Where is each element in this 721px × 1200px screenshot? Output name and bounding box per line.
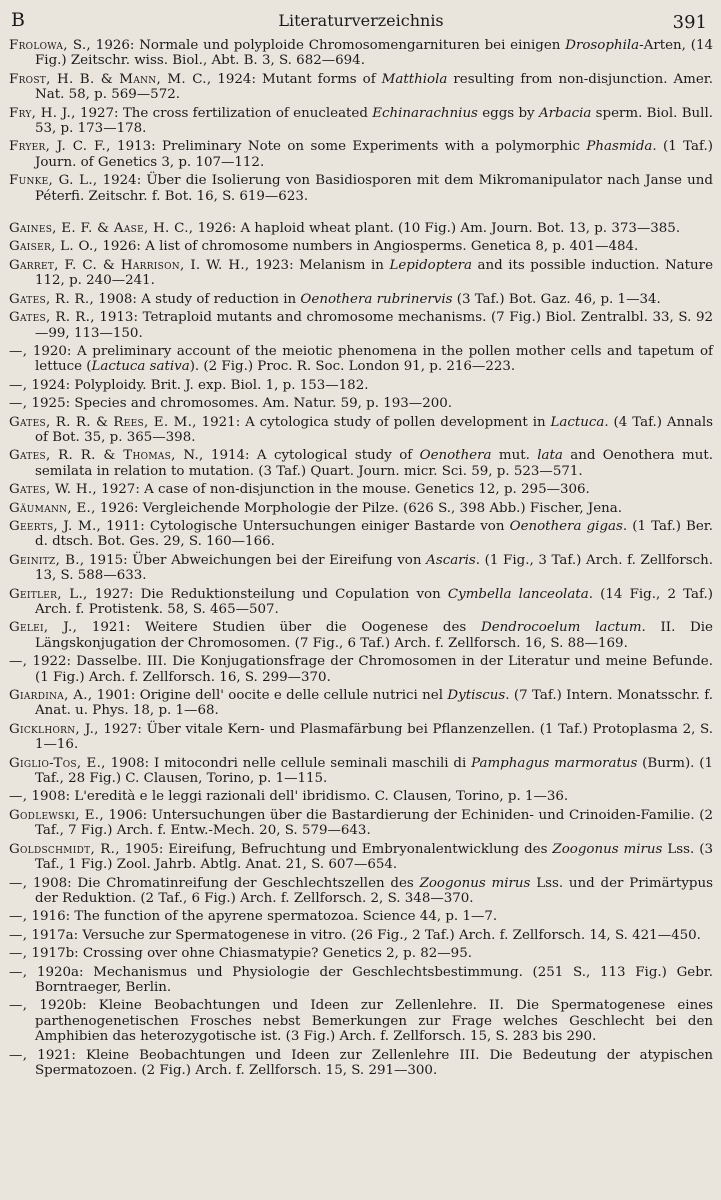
bibliography-entry (9, 722, 713, 753)
bibliography-entry (9, 553, 713, 584)
entry-text: 1920a: Mechanismus und Physiologie der Geschlechtsbestimmung. (251 S., 113 Fig.) Gebr. Borntraeger, Berlin. (27, 964, 713, 995)
entry-author: Gaiser, L. O., (9, 239, 99, 255)
page-number: 391 (672, 12, 707, 33)
entry-author: Gates, R. R., (9, 310, 95, 326)
entry-author: Geitler, L., (9, 586, 88, 602)
entry-italic-text: Drosophila (565, 38, 640, 53)
entry-italic-text: Matthiola (381, 71, 448, 87)
entry-author: —, (9, 396, 28, 412)
entry-text: 1927: A case of non-disjunction in the mouse. Genetics 12, p. 295—306. (96, 482, 590, 498)
entry-text: 1926: Vergleichende Morphologie der Pilze. (626 S., 398 Abb.) Fischer, Jena. (95, 500, 623, 516)
entry-italic-text: Phasmida (586, 139, 653, 155)
entry-text: 1908: I mitocondri nelle cellule seminali maschili di (105, 755, 472, 771)
running-title: Literaturverzeichnis (278, 11, 444, 30)
bibliography-entry (9, 38, 713, 69)
entry-text: 1905: Eireifung, Befruchtung und Embryonalentwicklung des (119, 841, 553, 857)
entry-author: Garret, F. C. & Harrison, I. W. H., (9, 257, 250, 273)
entry-text: resulting from non-disjunction. Amer. Nat. 58, p. 569—572. (35, 71, 713, 103)
bibliography-entry (9, 310, 713, 341)
entry-italic-text: Dytiscus (447, 688, 506, 704)
entry-text: 1926: A list of chromosome numbers in Angiosperms. Genetica 8, p. 401—484. (98, 239, 639, 255)
entry-text: . (1 Taf.) Journ. of Genetics 3, p. 107—112. (35, 139, 713, 170)
entry-italic-text: Pamphagus marmoratus (471, 755, 638, 771)
bibliography-entry (9, 842, 713, 873)
entry-text: 1920: A preliminary account of the meiotic phenomena in the pollen mother cells and tapetum of lettuce ( (27, 343, 713, 375)
bibliography-entry (9, 396, 713, 411)
entry-text: 1917b: Crossing over ohne Chiasmatypie? Genetics 2, p. 82—95. (27, 946, 472, 962)
page-header (9, 0, 713, 38)
bibliography-entry (9, 173, 713, 204)
entry-italic-text: Ascaris (426, 552, 476, 568)
entry-italic-text: Lactuca (550, 414, 605, 430)
bibliography-entry (9, 106, 713, 137)
bibliography-entry (9, 415, 713, 446)
entry-text: mut. (491, 448, 538, 464)
entry-author: Gates, R. R. & Rees, E. M., (9, 414, 197, 430)
entry-italic-text: Dendrocoelum lactum (480, 620, 642, 636)
bibliography-entry (9, 756, 713, 787)
entry-text: 1916: The function of the apyrene spermatozoa. Science 44, p. 1—7. (27, 909, 498, 925)
entry-author: Gates, W. H., (9, 482, 97, 498)
entry-italic-text: Arbacia (538, 105, 592, 121)
entry-text: 1913: Tetraploid mutants and chromosome mechanisms. (7 Fig.) Biol. Zentralbl. 33, S. 92—99, 113—150. (35, 310, 714, 341)
entry-author: Gicklhorn, J., (9, 721, 99, 737)
entry-author: —, (9, 946, 28, 962)
entry-text: . (1 Taf.) Ber. d. dtsch. Bot. Ges. 29, S. 160—166. (35, 518, 713, 550)
entry-italic-text: Oenothera (419, 448, 492, 464)
entry-text: (Burm). (1 Taf., 28 Fig.) C. Clausen, Torino, p. 1—115. (35, 755, 713, 787)
entry-text: 1921: Kleine Beobachtungen und Ideen zur Zellenlehre III. Die Bedeutung der atypischen Spermatozoen. (2 Fig.) Arch. f. Zellforsch. 15, S. 291—300. (27, 1047, 713, 1078)
entry-author: Goldschmidt, R., (9, 841, 120, 857)
entry-text: 1925: Species and chromosomes. Am. Natur. 59, p. 193—200. (27, 396, 453, 412)
entry-italic-text: Oenothera gigas (509, 518, 623, 534)
entry-text: 1921: A cytologica study of pollen development in (196, 414, 551, 430)
entry-italic-text: Cymbella lanceolata (447, 586, 589, 602)
entry-author: Godlewski, E., (9, 807, 104, 823)
entry-text: . II. Die Längskonjugation der Chromosomen. (7 Fig., 6 Taf.) Arch. f. Zellforsch. 16, S. 88—169. (35, 620, 713, 651)
entry-author: —, (9, 343, 28, 359)
entry-text: . (1 Fig., 3 Taf.) Arch. f. Zellforsch. 13, S. 588—633. (35, 552, 713, 584)
bibliography-entry (9, 448, 713, 479)
entry-italic-text: lata (537, 448, 563, 464)
bibliography-entry (9, 928, 713, 943)
entry-author: Frost, H. B. & Mann, M. C., (9, 71, 212, 87)
entry-author: —, (9, 964, 28, 980)
entry-text: . (4 Taf.) Annals of Bot. 35, p. 365—398. (35, 414, 713, 445)
entry-text: 1914: A cytological study of (203, 448, 420, 464)
entry-text: 1927: Die Reduktionsteilung und Copulation von (87, 586, 448, 602)
entry-text: 1924: Polyploidy. Brit. J. exp. Biol. 1, p. 153—182. (27, 377, 369, 393)
entry-text: 1924: Über die Isolierung von Basidiosporen mit dem Mikromanipulator nach Janse und Péterfi. Zeitschr. f. Bot. 16, S. 619—623. (35, 173, 713, 204)
entry-author: —, (9, 909, 28, 925)
entry-text: . (7 Taf.) Intern. Monatsschr. f. Anat. u. Phys. 18, p. 1—68. (35, 688, 713, 719)
entry-text: 1923: Melanism in (249, 257, 390, 273)
entry-text: (3 Taf.) Bot. Gaz. 46, p. 1—34. (452, 291, 661, 307)
entry-text: 1913: Preliminary Note on some Experiments with a polymorphic (110, 139, 587, 155)
bibliography-entry (9, 519, 713, 550)
entry-text: 1908: L'eredità e le leggi razionali dell' ibridismo. C. Clausen, Torino, p. 1—36. (27, 789, 569, 805)
bibliography-entry (9, 688, 713, 719)
entry-italic-text: Lepidoptera (389, 257, 473, 273)
entry-text: Lss. (3 Taf., 1 Fig.) Zool. Jahrb. Abtlg. Anat. 21, S. 607—654. (35, 841, 713, 873)
entry-text: eggs by (477, 105, 539, 121)
entry-text: and Oenothera mut. semilata in relation to mutation. (3 Taf.) Quart. Journ. micr. Sci. 59, p. 523—571. (35, 448, 713, 479)
entry-text: 1911: Cytologische Untersuchungen einiger Bastarde von (101, 518, 510, 534)
entry-author: —, (9, 998, 28, 1014)
entry-author: Geerts, J. M., (9, 518, 102, 534)
entry-text: 1927: The cross fertilization of enucleated (75, 105, 373, 121)
bibliography-entry (9, 482, 713, 497)
entry-text: 1917a: Versuche zur Spermatogenese in vitro. (26 Fig., 2 Taf.) Arch. f. Zellforsch. 14, S. 421—450. (27, 927, 701, 943)
entry-author: Fryer, J. C. F., (9, 139, 111, 155)
entry-text: ). (2 Fig.) Proc. R. Soc. London 91, p. 216—223. (189, 359, 516, 375)
entry-author: Gäumann, E., (9, 500, 96, 516)
bibliography-entry (9, 501, 713, 516)
entry-text: 1924: Mutant forms of (211, 71, 382, 87)
bibliography-entry (9, 258, 713, 289)
bibliography-entry (9, 620, 713, 651)
bibliography-entry (9, 1048, 713, 1079)
bibliography-entry (9, 587, 713, 618)
entry-author: Giardina, A., (9, 688, 93, 704)
entry-author: Geinitz, B., (9, 552, 85, 568)
bibliography-entry (9, 876, 713, 907)
entry-author: Gates, R. R. & Thomas, N., (9, 448, 204, 464)
bibliography-entry (9, 789, 713, 804)
entry-text: 1901: Origine dell' oocite e delle cellule nutrici nel (92, 688, 448, 704)
entry-text: sperm. Biol. Bull. 53, p. 173—178. (35, 105, 713, 137)
bibliography-entry (9, 946, 713, 961)
entry-author: Gelei, J., (9, 620, 78, 636)
bibliography-entry (9, 909, 713, 924)
entry-italic-text: Lactuca sativa (91, 359, 190, 375)
bibliography-entry (9, 378, 713, 393)
section-letter: B (11, 9, 25, 31)
bibliography-entry (9, 344, 713, 375)
entry-text: Lss. und der Primärtypus der Reduktion. (2 Taf., 6 Fig.) Arch. f. Zellforsch. 2, S. 348—370. (35, 875, 713, 906)
entry-text: 1922: Dasselbe. III. Die Konjugationsfrage der Chromosomen in der Literatur und meine Befunde. (1 Fig.) Arch. f. Zellforsch. 16, S. 299—370. (27, 654, 713, 685)
entry-author: —, (9, 789, 28, 805)
bibliography-entry (9, 654, 713, 685)
bibliography-entry (9, 72, 713, 103)
entry-author: Gaines, E. F. & Aase, H. C., (9, 221, 194, 237)
bibliography-entry (9, 808, 713, 839)
entry-text: 1908: A study of reduction in (94, 291, 301, 307)
entry-text: -Arten, (14 Fig.) Zeitschr. wiss. Biol., Abt. B. 3, S. 682—694. (35, 38, 713, 69)
entry-text: 1921: Weitere Studien über die Oogenese des (77, 620, 481, 636)
entry-author: —, (9, 1047, 28, 1063)
bibliography-entry (9, 139, 713, 170)
entry-italic-text: Echinarachnius (372, 105, 478, 121)
entry-author: —, (9, 377, 28, 393)
entry-text: . (14 Fig., 2 Taf.) Arch. f. Protistenk. 58, S. 465—507. (35, 586, 713, 617)
bibliography-list (9, 38, 713, 1078)
entry-italic-text: Zoogonus mirus (419, 875, 531, 891)
entry-text: 1908: Die Chromatinreifung der Geschlechtszellen des (27, 875, 420, 891)
entry-author: —, (9, 654, 28, 670)
entry-author: Giglio-Tos, E., (9, 755, 106, 771)
bibliography-entry (9, 965, 713, 996)
entry-text: and its possible induction. Nature 112, p. 240—241. (35, 257, 713, 289)
entry-author: Gates, R. R., (9, 291, 95, 307)
entry-italic-text: Oenothera rubrinervis (300, 291, 453, 307)
entry-text: 1915: Über Abweichungen bei der Eireifung von (84, 552, 427, 568)
entry-text: 1926: A haploid wheat plant. (10 Fig.) Am. Journ. Bot. 13, p. 373—385. (193, 221, 681, 237)
entry-text: 1926: Normale und polyploide Chromosomengarnituren bei einigen (90, 38, 566, 53)
section-gap (9, 207, 713, 221)
bibliography-entry (9, 221, 713, 236)
bibliography-entry (9, 239, 713, 254)
entry-italic-text: Zoogonus mirus (552, 841, 663, 857)
bibliography-entry (9, 998, 713, 1044)
entry-text: 1920b: Kleine Beobachtungen und Ideen zur Zellenlehre. II. Die Spermatogenese eines parthenogenetischen Frosches nebst Bemerkungen zur Frage welches Geschlecht bei den Amphibien das heterozygotische ist. (3 Fig.) Arch. f. Zellforsch. 15, S. 283 bis 290. (27, 998, 713, 1045)
entry-author: Frolowa, S., (9, 38, 91, 53)
entry-text: 1927: Über vitale Kern- und Plasmafärbung bei Pflanzenzellen. (1 Taf.) Protoplasma 2, S. 1—16. (35, 721, 713, 753)
entry-author: —, (9, 927, 28, 943)
bibliography-entry (9, 292, 713, 307)
entry-author: Funke, G. L., (9, 173, 98, 189)
entry-author: Fry, H. J., (9, 105, 76, 121)
entry-text: 1906: Untersuchungen über die Bastardierung der Echiniden- und Crinoiden-Familie. (2 Taf., 7 Fig.) Arch. f. Entw.-Mech. 20, S. 579—643. (35, 807, 713, 839)
entry-author: —, (9, 875, 28, 891)
